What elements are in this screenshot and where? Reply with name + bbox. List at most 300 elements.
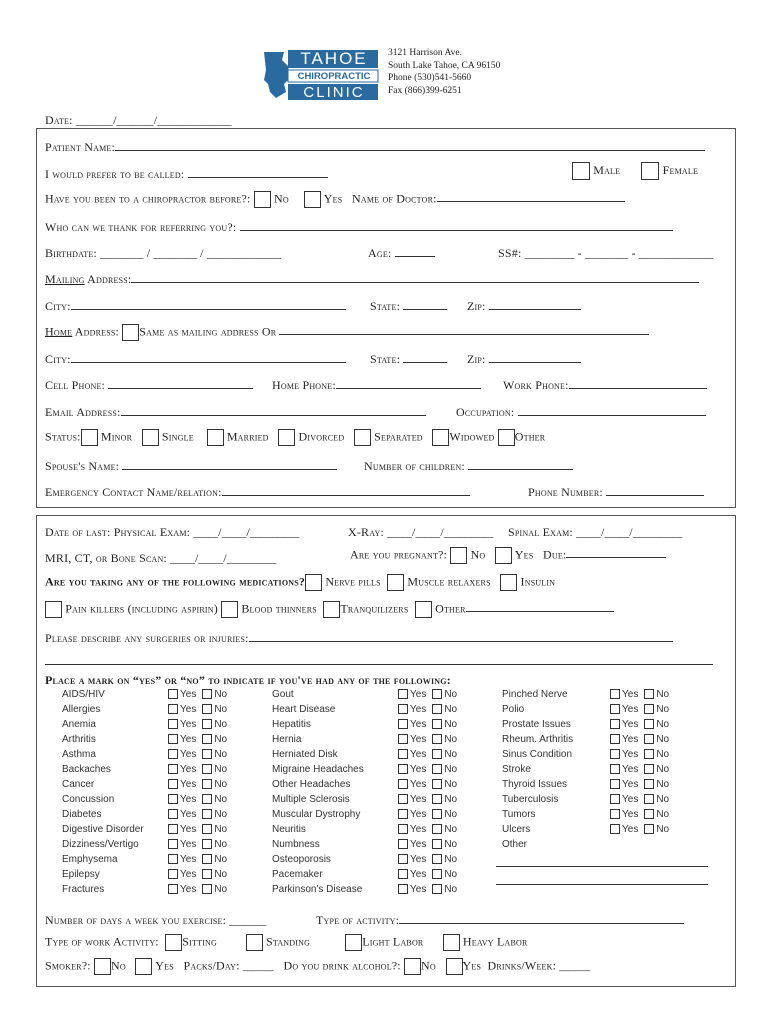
condition-yes-no [398,824,457,835]
condition-label: Prostate Issues [502,719,571,730]
chiro-before-label: Have you been to a chiropractor before?: [45,191,251,206]
condition-no-checkbox[interactable] [202,854,212,864]
divorced-label: Divorced [298,429,345,444]
birthdate-field[interactable]: Birthdate: _______ / _______ / ____________ [45,246,282,260]
condition-label: Osteoporosis [272,854,331,865]
address-label: Address: [87,272,132,286]
condition-no-checkbox[interactable] [432,704,442,714]
yes-label: Yes [622,689,639,700]
condition-yes-checkbox[interactable] [398,719,408,729]
same-address-label: Same as mailing address Or [139,324,277,339]
condition-yes-checkbox[interactable] [610,824,620,834]
no-label: No [214,854,228,865]
no-label: No [656,689,670,700]
condition-label: Thyroid Issues [502,779,568,790]
condition-yes-no [168,854,227,865]
xray-field[interactable]: X-Ray: ____/____/________ [348,525,494,539]
same-address-checkbox[interactable] [122,324,139,341]
blood-thinners-label: Blood thinners [241,601,317,616]
yes-label: Yes [180,749,197,760]
condition-label: Multiple Sclerosis [272,794,350,805]
yes-label: Yes [622,749,639,760]
pain-killers-checkbox[interactable] [45,601,62,618]
yes-label: Yes [410,794,427,805]
home-phone-row[interactable] [272,378,481,393]
referring-row[interactable] [45,220,673,235]
condition-no-checkbox[interactable] [432,794,442,804]
medications-row-2 [45,601,614,618]
condition-label: Hepatitis [272,719,311,730]
condition-no-checkbox[interactable] [202,809,212,819]
clinic-address [388,47,500,97]
condition-yes-no [398,689,457,700]
condition-no-checkbox[interactable] [202,689,212,699]
home-address-label: Address: [74,324,120,339]
no-label: No [444,854,458,865]
logo-chiropractic: CHIROPRACTIC [297,71,371,82]
alcohol-yes-checkbox[interactable] [446,958,463,975]
no-label: No [421,958,436,973]
city2-row[interactable] [45,352,346,367]
tranquilizers-checkbox[interactable] [323,601,340,618]
other-med-label: Other [435,601,466,616]
condition-no-checkbox[interactable] [202,704,212,714]
condition-label: Herniated Disk [272,749,338,760]
condition-yes-no [398,794,457,805]
condition-label: Hernia [272,734,302,745]
condition-no-checkbox[interactable] [644,764,654,774]
condition-label: Other Headaches [272,779,351,790]
condition-yes-no [610,749,669,760]
condition-no-checkbox[interactable] [202,794,212,804]
light-labor-checkbox[interactable] [345,934,362,951]
alcohol-no-checkbox[interactable] [404,958,421,975]
heavy-labor-checkbox[interactable] [443,934,460,951]
condition-label: AIDS/HIV [62,689,105,700]
muscle-relaxers-checkbox[interactable] [387,574,404,591]
other-med-checkbox[interactable] [415,601,432,618]
sitting-checkbox[interactable] [165,934,182,951]
condition-yes-checkbox[interactable] [398,884,408,894]
chiro-no-checkbox[interactable] [254,191,271,208]
other-status-checkbox[interactable] [498,429,515,446]
zip2-row[interactable] [467,352,581,367]
insulin-checkbox[interactable] [500,574,517,591]
condition-no-checkbox[interactable] [202,779,212,789]
condition-no-checkbox[interactable] [644,704,654,714]
children-row[interactable] [364,459,573,474]
no-label: No [444,869,458,880]
yes-label: Yes [410,824,427,835]
patient-name-row[interactable] [45,140,705,155]
surgeries-extra-line[interactable] [45,664,713,665]
condition-no-checkbox[interactable] [432,869,442,879]
yes-label: Yes [622,764,639,775]
age-label: Age: [368,246,392,260]
condition-yes-no [168,824,227,835]
occupation-row[interactable] [456,405,706,420]
home-phone-label: Home Phone: [272,378,336,392]
separated-checkbox[interactable] [354,429,371,446]
condition-label: Dizziness/Vertigo [62,839,139,850]
no-label: No [444,779,458,790]
condition-yes-checkbox[interactable] [610,734,620,744]
medications-question: Are you taking any of the following medications? [45,574,306,589]
condition-no-checkbox[interactable] [432,809,442,819]
condition-yes-checkbox[interactable] [168,689,178,699]
condition-label: Pinched Nerve [502,689,568,700]
condition-yes-no [610,809,669,820]
condition-yes-checkbox[interactable] [610,794,620,804]
condition-no-checkbox[interactable] [644,719,654,729]
yes-label: Yes [622,704,639,715]
condition-yes-checkbox[interactable] [168,884,178,894]
condition-yes-checkbox[interactable] [610,719,620,729]
condition-yes-checkbox[interactable] [398,749,408,759]
muscle-relaxers-label: Muscle relaxers [407,574,491,589]
condition-yes-checkbox[interactable] [398,689,408,699]
condition-label: Epilepsy [62,869,100,880]
yes-label: Yes [622,824,639,835]
yes-label: Yes [410,839,427,850]
alcohol-label: Do you drink alcohol?: [283,958,401,973]
yes-label: Yes [180,809,197,820]
condition-yes-checkbox[interactable] [398,764,408,774]
condition-yes-checkbox[interactable] [168,809,178,819]
yes-label: Yes [622,734,639,745]
condition-no-checkbox[interactable] [432,689,442,699]
prefer-called-row[interactable] [45,167,328,182]
exercise-field[interactable]: Number of days a week you exercise: ______ [45,913,267,927]
condition-yes-checkbox[interactable] [168,794,178,804]
nerve-pills-checkbox[interactable] [305,574,322,591]
condition-label: Cancer [62,779,95,790]
condition-yes-no [168,749,227,760]
emergency-row[interactable] [45,485,470,500]
pain-killers-label: Pain killers (including aspirin) [65,601,218,616]
condition-yes-checkbox[interactable] [610,809,620,819]
minor-label: Minor [100,429,133,444]
condition-no-checkbox[interactable] [202,749,212,759]
yes-label: Yes [180,869,197,880]
condition-yes-no [168,689,227,700]
condition-yes-checkbox[interactable] [168,719,178,729]
condition-yes-checkbox[interactable] [398,854,408,864]
condition-yes-checkbox[interactable] [610,749,620,759]
yes-label: Yes [410,884,427,895]
spouse-row[interactable] [45,459,337,474]
condition-yes-checkbox[interactable] [610,779,620,789]
condition-label: Rheum. Arthritis [502,734,574,745]
condition-yes-checkbox[interactable] [398,704,408,714]
condition-label: Tuberculosis [502,794,559,805]
condition-yes-no [168,734,227,745]
condition-label: Numbness [272,839,320,850]
mark-instructions: Place a mark on “yes” or “no” to indicate if you've had any of the following: [45,673,451,687]
condition-yes-checkbox[interactable] [610,764,620,774]
condition-yes-no [398,884,457,895]
yes-label: Yes [180,704,197,715]
other-condition-label: Other [502,839,528,850]
city-row[interactable] [45,299,346,314]
no-label: No [444,734,458,745]
condition-no-checkbox[interactable] [202,839,212,849]
condition-yes-checkbox[interactable] [398,779,408,789]
yes-label: Yes [622,794,639,805]
no-label: No [214,869,228,880]
yes-label: Yes [323,191,343,206]
no-label: No [214,719,228,730]
condition-label: Arthritis [62,734,96,745]
yes-label: Yes [514,547,534,562]
condition-yes-no [398,764,457,775]
condition-yes-no [610,824,669,835]
status-label: Status: [45,429,81,444]
condition-yes-checkbox[interactable] [168,704,178,714]
condition-label: Diabetes [62,809,102,820]
no-label: No [214,779,228,790]
no-label: No [214,734,228,745]
state-row[interactable] [370,299,447,314]
zip-label: Zip: [467,299,486,313]
no-label: No [214,809,228,820]
email-row[interactable] [45,405,426,420]
female-label: Female [662,162,699,177]
ss-field[interactable]: SS#: ________ - _______ - ____________ [498,246,714,260]
condition-yes-no [168,794,227,805]
activity-row[interactable] [316,913,684,928]
cell-phone-row[interactable] [45,378,253,393]
home-label: Home [45,324,73,339]
pregnant-row [350,547,666,564]
condition-yes-checkbox[interactable] [610,689,620,699]
no-label: No [444,794,458,805]
condition-no-checkbox[interactable] [202,869,212,879]
condition-yes-checkbox[interactable] [398,734,408,744]
condition-no-checkbox[interactable] [432,884,442,894]
mri-field[interactable]: MRI, CT, or Bone Scan: ____/____/________ [45,551,277,565]
other-condition-line-1[interactable] [496,866,708,867]
condition-yes-checkbox[interactable] [398,824,408,834]
widowed-label: Widowed [449,429,495,444]
condition-yes-checkbox[interactable] [168,854,178,864]
condition-yes-no [398,854,457,865]
divorced-checkbox[interactable] [278,429,295,446]
condition-label: Tumors [502,809,536,820]
yes-label: Yes [180,824,197,835]
doctor-name-label: Name of Doctor: [352,191,437,206]
no-label: No [444,689,458,700]
yes-label: Yes [410,869,427,880]
condition-yes-checkbox[interactable] [610,704,620,714]
condition-yes-checkbox[interactable] [398,869,408,879]
widowed-checkbox[interactable] [432,429,449,446]
condition-no-checkbox[interactable] [432,734,442,744]
male-label: Male [593,162,621,177]
single-checkbox[interactable] [142,429,159,446]
no-label: No [656,794,670,805]
condition-yes-no [168,719,227,730]
surgeries-label: Please describe any surgeries or injuries: [45,631,249,645]
address-line: South Lake Tahoe, CA 96150 [388,60,501,71]
packs-field[interactable]: Packs/Day: _____ [183,958,274,973]
condition-yes-checkbox[interactable] [168,869,178,879]
yes-label: Yes [180,794,197,805]
occupation-label: Occupation: [456,405,515,419]
condition-yes-checkbox[interactable] [168,824,178,834]
address-line: 3121 Harrison Ave. [388,48,462,58]
condition-no-checkbox[interactable] [644,779,654,789]
spinal-exam-field[interactable]: Spinal Exam: ____/____/________ [508,525,683,539]
condition-no-checkbox[interactable] [432,749,442,759]
work-activity-label: Type of work Activity: [45,934,159,949]
chiro-yes-checkbox[interactable] [304,191,321,208]
condition-no-checkbox[interactable] [432,854,442,864]
condition-label: Gout [272,689,294,700]
yes-label: Yes [410,854,427,865]
male-checkbox[interactable] [572,162,590,180]
married-checkbox[interactable] [207,429,224,446]
city-label: City: [45,299,71,313]
light-labor-label: Light Labor [362,934,424,949]
pregnant-no-checkbox[interactable] [450,547,467,564]
condition-no-checkbox[interactable] [432,824,442,834]
standing-checkbox[interactable] [246,934,263,951]
condition-no-checkbox[interactable] [202,734,212,744]
separated-label: Separated [374,429,423,444]
condition-yes-checkbox[interactable] [168,749,178,759]
date-field[interactable]: Date: ______/______/____________ [45,113,232,127]
other-condition-line-2[interactable] [496,884,708,885]
condition-yes-checkbox[interactable] [168,839,178,849]
condition-yes-no [168,869,227,880]
condition-label: Migraine Headaches [272,764,364,775]
state2-row[interactable] [370,352,447,367]
condition-label: Muscular Dystrophy [272,809,361,820]
pregnant-label: Are you pregnant?: [350,547,448,562]
condition-label: Anemia [62,719,96,730]
city-label: City: [45,352,71,366]
emergency-phone-row[interactable] [528,485,704,500]
yes-label: Yes [410,779,427,790]
no-label: No [214,689,228,700]
condition-yes-no [398,719,457,730]
clinic-logo [262,44,380,102]
minor-checkbox[interactable] [81,429,98,446]
condition-yes-no [168,779,227,790]
blood-thinners-checkbox[interactable] [221,601,238,618]
patient-name-label: Patient Name: [45,140,116,154]
zip-row[interactable] [467,299,581,314]
chiro-before-row [45,191,625,208]
age-row[interactable] [368,246,435,261]
condition-label: Sinus Condition [502,749,573,760]
no-label: No [470,547,486,562]
surgeries-row[interactable] [45,631,673,646]
no-label: No [444,764,458,775]
condition-no-checkbox[interactable] [202,719,212,729]
drinks-field[interactable]: Drinks/Week: _____ [487,958,591,973]
no-label: No [214,749,228,760]
condition-yes-no [610,764,669,775]
no-label: No [214,794,228,805]
condition-no-checkbox[interactable] [202,884,212,894]
nerve-pills-label: Nerve pills [325,574,381,589]
no-label: No [214,764,228,775]
medications-row [45,574,555,591]
condition-yes-no [610,719,669,730]
condition-no-checkbox[interactable] [432,779,442,789]
yes-label: Yes [410,764,427,775]
condition-no-checkbox[interactable] [644,794,654,804]
condition-yes-checkbox[interactable] [168,734,178,744]
condition-no-checkbox[interactable] [644,689,654,699]
heavy-labor-label: Heavy Labor [462,934,528,949]
no-label: No [444,884,458,895]
no-label: No [656,824,670,835]
date-last-physical[interactable]: Date of last: Physical Exam: ____/____/________ [45,525,300,539]
condition-yes-checkbox[interactable] [168,764,178,774]
condition-no-checkbox[interactable] [644,749,654,759]
no-label: No [444,809,458,820]
yes-label: Yes [180,779,197,790]
yes-label: Yes [180,854,197,865]
condition-yes-checkbox[interactable] [398,809,408,819]
smoker-no-checkbox[interactable] [94,958,111,975]
no-label: No [214,704,228,715]
activity-label: Type of activity: [316,913,400,927]
condition-label: Ulcers [502,824,531,835]
condition-no-checkbox[interactable] [432,839,442,849]
no-label: No [444,839,458,850]
condition-no-checkbox[interactable] [202,764,212,774]
status-row [45,429,545,446]
condition-label: Allergies [62,704,101,715]
state-label: State: [370,352,401,366]
condition-label: Fractures [62,884,105,895]
mailing-label: Mailing [45,272,85,286]
condition-yes-checkbox[interactable] [398,839,408,849]
no-label: No [111,958,126,973]
condition-label: Parkinson's Disease [272,884,363,895]
work-phone-row[interactable] [503,378,707,393]
condition-label: Emphysema [62,854,118,865]
pregnant-yes-checkbox[interactable] [495,547,512,564]
no-label: No [214,884,228,895]
mailing-address-row[interactable] [45,272,699,287]
condition-no-checkbox[interactable] [644,824,654,834]
smoker-yes-checkbox[interactable] [135,958,152,975]
no-label: No [444,824,458,835]
condition-no-checkbox[interactable] [202,824,212,834]
condition-label: Backaches [62,764,111,775]
logo-tahoe: TAHOE [300,49,368,68]
condition-no-checkbox[interactable] [432,764,442,774]
female-checkbox[interactable] [641,162,659,180]
condition-no-checkbox[interactable] [644,734,654,744]
no-label: No [656,704,670,715]
condition-no-checkbox[interactable] [432,719,442,729]
condition-yes-checkbox[interactable] [168,779,178,789]
condition-no-checkbox[interactable] [644,809,654,819]
yes-label: Yes [180,689,197,700]
yes-label: Yes [410,809,427,820]
condition-yes-checkbox[interactable] [398,794,408,804]
condition-yes-no [398,809,457,820]
married-label: Married [226,429,269,444]
condition-yes-no [398,869,457,880]
condition-label: Pacemaker [272,869,323,880]
